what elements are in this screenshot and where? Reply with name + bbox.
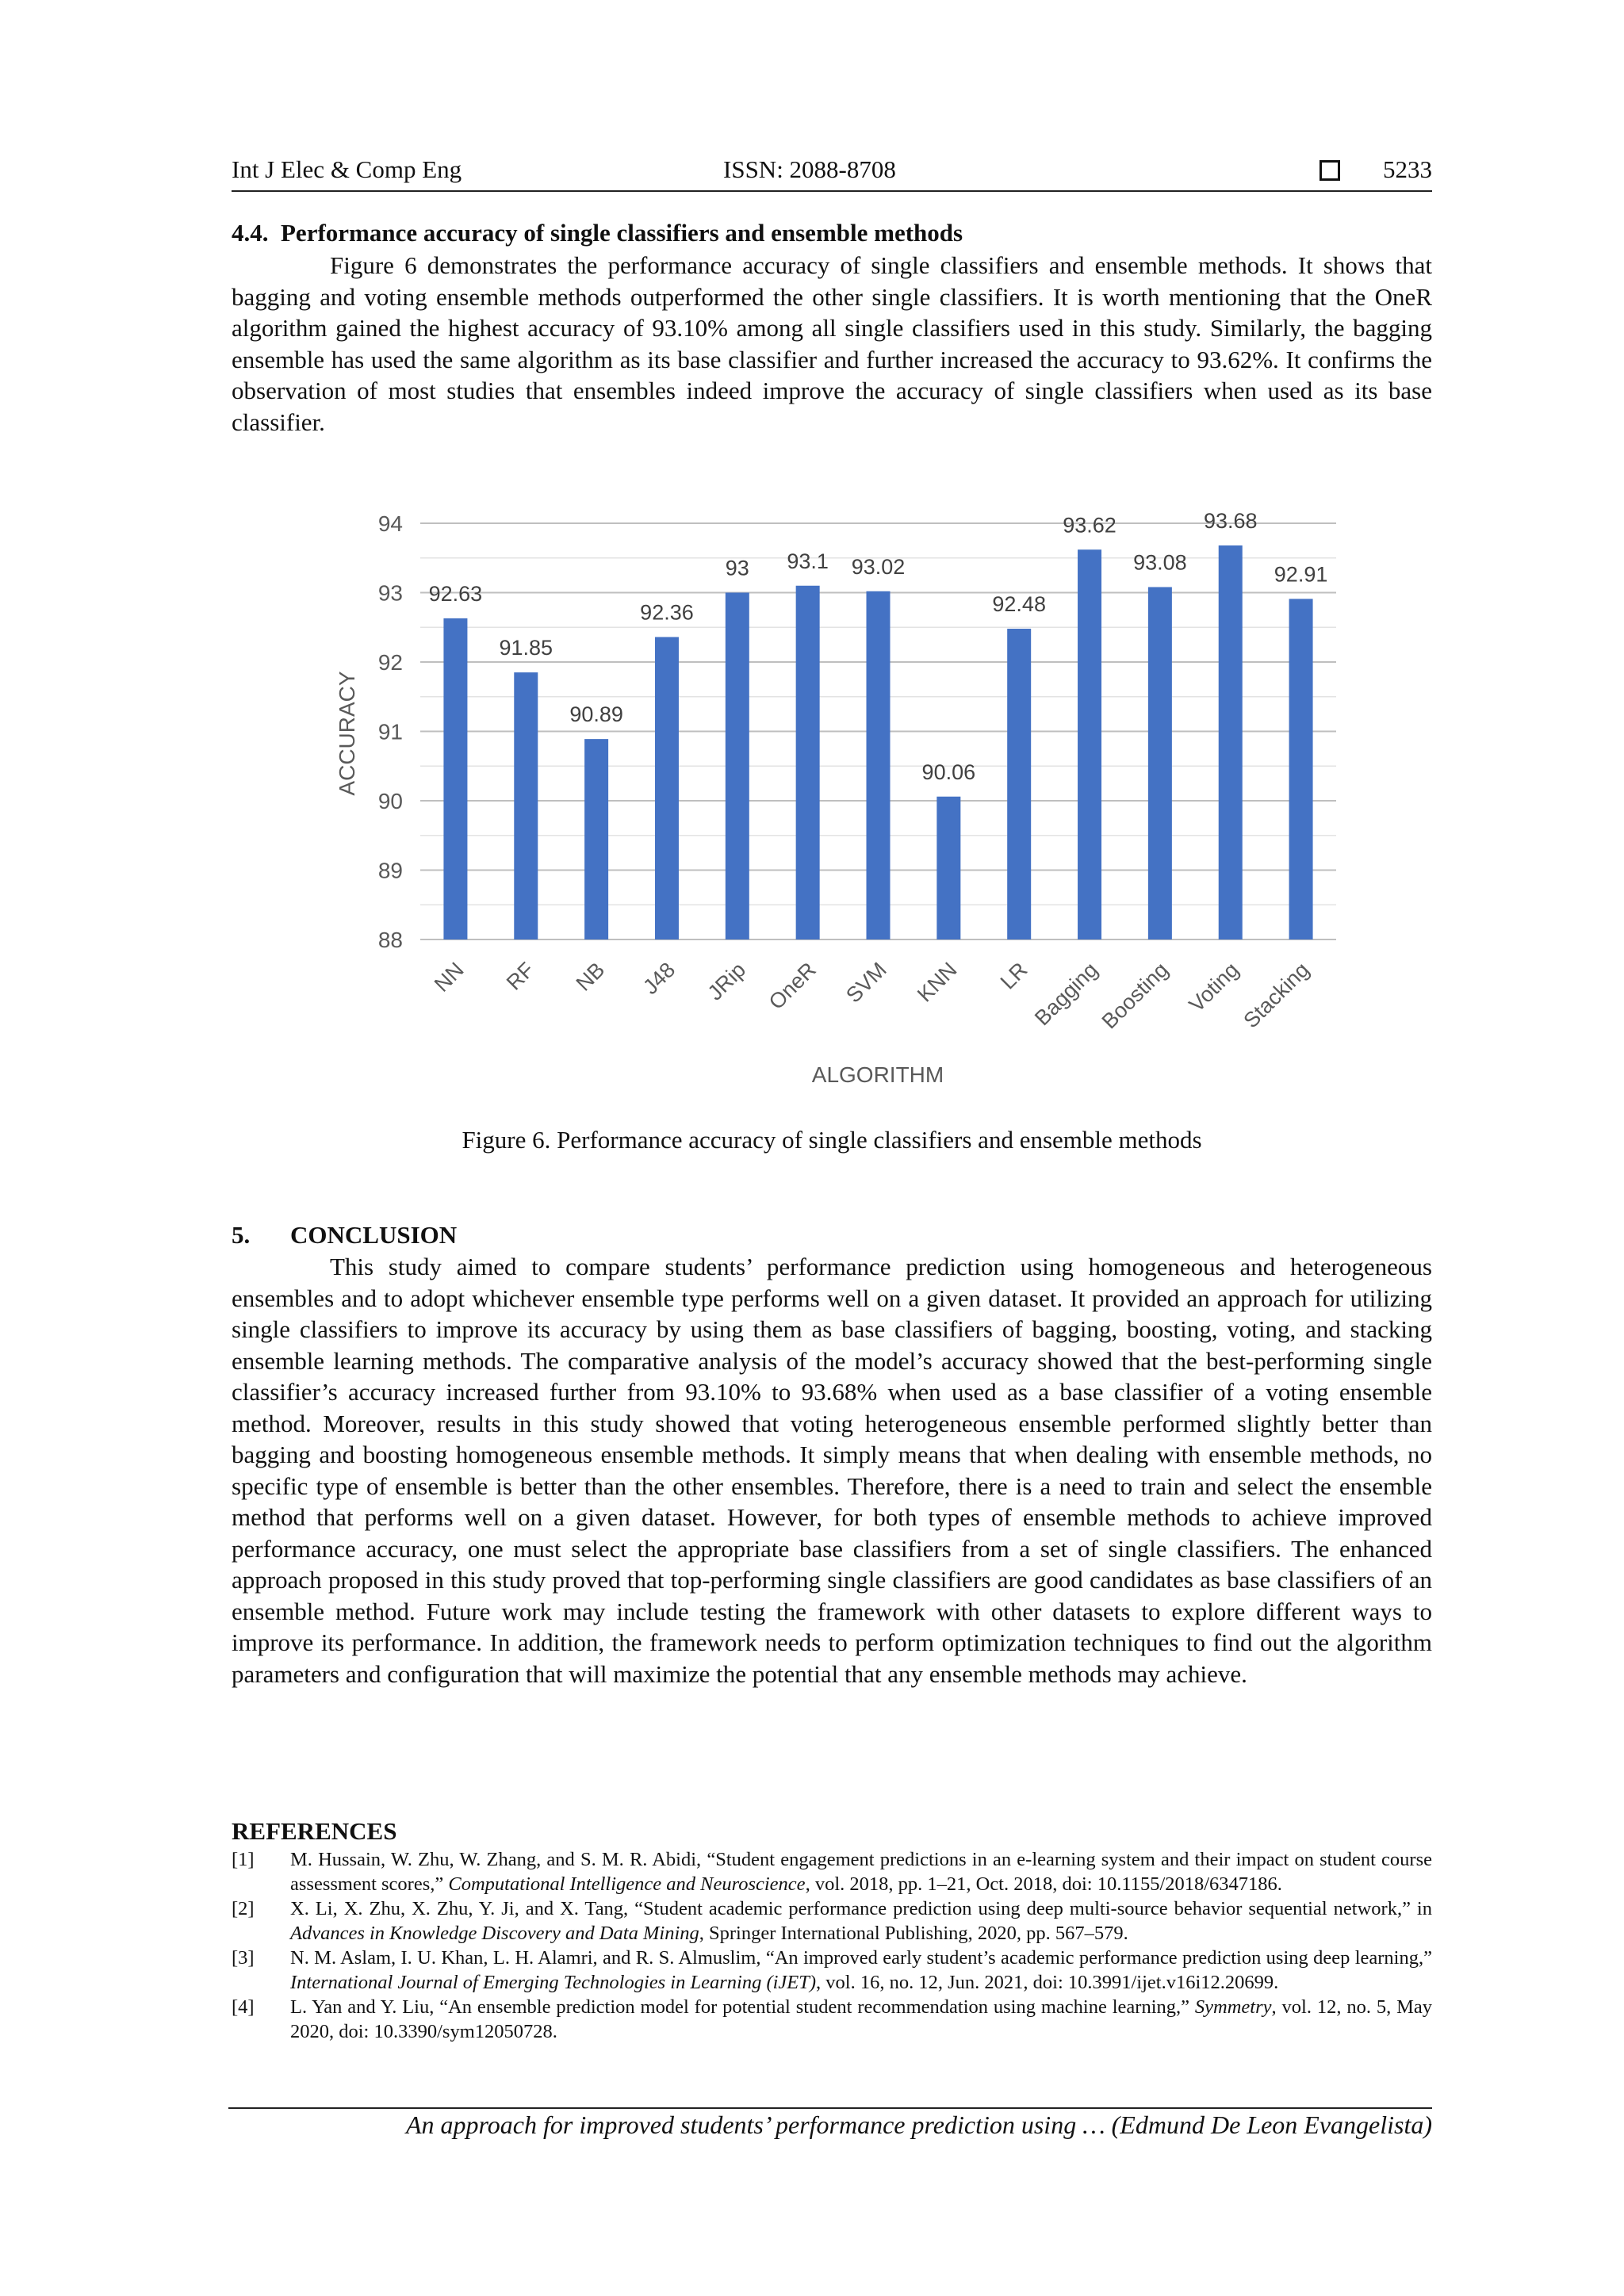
- data-label: 90.89: [569, 702, 623, 727]
- data-label: 92.36: [640, 600, 694, 625]
- x-tick-label: J48: [638, 958, 680, 1000]
- y-tick-label: 89: [377, 858, 403, 883]
- data-label: 93: [725, 556, 749, 580]
- x-tick-label: Stacking: [1239, 958, 1314, 1033]
- bar-svm: [867, 591, 891, 939]
- reference-text: L. Yan and Y. Liu, “An ensemble prediction model for potential student recommendation using machine learning,”: [290, 1996, 1195, 2018]
- bar-j48: [655, 637, 679, 940]
- accuracy-bar-chart: [317, 488, 1364, 1102]
- reference-number: [4]: [232, 1996, 255, 2018]
- x-tick-label: KNN: [913, 958, 962, 1007]
- reference-number: [3]: [232, 1947, 255, 1969]
- reference-number: [1]: [232, 1849, 255, 1870]
- y-tick-label: 93: [377, 580, 403, 606]
- y-tick-label: 90: [377, 789, 403, 813]
- running-header: [232, 155, 1432, 192]
- x-tick-label: NN: [429, 958, 469, 997]
- section-4-4-paragraph: Figure 6 demonstrates the performance accuracy of single classifiers and ensemble methods. It shows that bagging and voting ensemble methods outperformed the other single classifiers. It is worth mentioning that the OneR algorithm gained the highest accuracy of 93.10% among all single classifiers used in this study. Similarly, the bagging ensemble has used the same algorithm as its base classifier and further increased the accuracy to 93.62%. It confirms the observation of most studies that ensembles indeed improve the accuracy of single classifiers when used as its base classifier.: [232, 251, 1432, 436]
- reference-venue: International Journal of Emerging Technologies in Learning (iJET): [290, 1972, 817, 1993]
- reference-venue: Symmetry: [1194, 1996, 1272, 2018]
- bar-boosting: [1148, 587, 1172, 940]
- bar-knn: [936, 797, 960, 939]
- reference-details: , vol. 2018, pp. 1–21, Oct. 2018, doi: 10.1155/2018/6347186.: [805, 1873, 1282, 1895]
- reference-text: N. M. Aslam, I. U. Khan, L. H. Alamri, and R. S. Almuslim, “An improved early student’s academic performance prediction using deep learning,”: [290, 1947, 1432, 1969]
- section-title: CONCLUSION: [290, 1221, 458, 1249]
- checkbox-square-icon: [1320, 160, 1340, 181]
- x-tick-label: Voting: [1184, 958, 1243, 1017]
- y-tick-label: 91: [377, 719, 403, 744]
- data-label: 92.63: [428, 581, 483, 606]
- section-number: 5.: [232, 1221, 251, 1249]
- data-label: 93.1: [787, 549, 829, 573]
- y-axis-label: ACCURACY: [335, 671, 359, 796]
- x-tick-label: SVM: [841, 958, 891, 1008]
- journal-name: Int J Elec & Comp Eng: [232, 155, 462, 183]
- y-tick-label: 94: [377, 511, 403, 536]
- reference-item: [232, 1847, 1432, 1896]
- reference-number: [2]: [232, 1898, 255, 1919]
- bar-rf: [514, 672, 538, 939]
- issn: ISSN: 2088-8708: [723, 155, 896, 183]
- y-tick-label: 88: [377, 928, 403, 952]
- data-label: 93.62: [1063, 513, 1116, 538]
- x-tick-label: Boosting: [1097, 958, 1174, 1034]
- reference-details: , vol. 16, no. 12, Jun. 2021, doi: 10.3991/ijet.v16i12.20699.: [816, 1972, 1279, 1993]
- references-list: [232, 1847, 1432, 2044]
- reference-venue: Advances in Knowledge Discovery and Data Mining: [290, 1923, 699, 1944]
- conclusion-paragraph: This study aimed to compare students’ performance prediction using homogeneous and heterogeneous ensembles and to adopt whichever ensemble type performs well on a given dataset. It provided an approach for utilizing single classifiers to improve its accuracy by using them as base classifiers of bagging, boosting, voting, and stacking ensemble learning methods. The comparative analysis of the model’s accuracy showed that the best-performing single classifier’s accuracy increased further from 93.10% to 93.68% when used as a base classifier of a voting ensemble method. Moreover, results in this study showed that voting heterogeneous ensemble performed slightly better than bagging and boosting homogeneous ensemble methods. It simply means that when dealing with ensemble methods, no specific type of ensemble is better than the other ensembles. Therefore, there is a need to train and select the ensemble method that performs well on a given dataset. However, for both types of ensemble methods to achieve improved performance accuracy, one must select the appropriate base classifiers from a set of single classifiers. The enhanced approach proposed in this study proved that top-performing single classifiers are good candidates as base classifiers of an ensemble method. Future work may include testing the framework with other datasets to explore different ways to improve its performance. In addition, the framework needs to perform optimization techniques to find out the algorithm parameters and configuration that will maximize the potential that any ensemble methods may achieve.: [232, 1253, 1432, 1688]
- reference-details: , vol. 12, no. 5, May 2020, doi: 10.3390/sym12050728.: [290, 1996, 1432, 2042]
- y-tick-label: 92: [377, 650, 403, 675]
- data-label: 92.91: [1274, 562, 1328, 587]
- reference-venue: Computational Intelligence and Neuroscience: [448, 1873, 806, 1895]
- x-tick-label: NB: [571, 958, 610, 996]
- reference-details: , Springer International Publishing, 2020, pp. 567–579.: [699, 1923, 1128, 1944]
- bar-oner: [796, 586, 820, 939]
- data-label: 93.68: [1203, 509, 1258, 533]
- reference-item: [232, 1896, 1432, 1946]
- page-number: 5233: [1383, 155, 1432, 183]
- data-label: 92.48: [992, 592, 1046, 616]
- footer-divider: [228, 2107, 1432, 2109]
- data-label: 93.08: [1133, 550, 1187, 575]
- data-label: 93.02: [851, 554, 906, 579]
- bar-jrip: [726, 593, 749, 940]
- bar-voting: [1219, 545, 1243, 939]
- section-5-heading: [232, 1221, 457, 1249]
- section-number: 4.4.: [232, 219, 269, 247]
- section-title: Performance accuracy of single classifiers and ensemble methods: [281, 219, 963, 247]
- bar-nb: [584, 739, 608, 939]
- reference-item: [232, 1995, 1432, 2044]
- bar-stacking: [1289, 599, 1313, 939]
- x-tick-label: OneR: [764, 958, 821, 1015]
- x-tick-label: LR: [995, 958, 1032, 994]
- bar-nn: [443, 618, 467, 939]
- figure-caption: Figure 6. Performance accuracy of single classifiers and ensemble methods: [462, 1126, 1202, 1154]
- x-tick-label: JRip: [703, 958, 751, 1005]
- data-label: 91.85: [499, 636, 553, 660]
- reference-text: M. Hussain, W. Zhu, W. Zhang, and S. M. R. Abidi, “Student engagement predictions in an e-learning system and their impact on student course assessment scores,”: [290, 1849, 1432, 1895]
- x-axis-label: ALGORITHM: [811, 1062, 944, 1087]
- x-tick-label: Bagging: [1029, 958, 1103, 1031]
- bar-lr: [1007, 629, 1031, 939]
- references-heading: REFERENCES: [232, 1817, 397, 1845]
- data-label: 90.06: [921, 760, 976, 784]
- running-footer: An approach for improved students’ performance prediction using … (Edmund De Leon Evangelista): [405, 2110, 1432, 2139]
- reference-text: X. Li, X. Zhu, X. Zhu, Y. Ji, and X. Tang, “Student academic performance prediction using deep multi-source behavior sequential network,” in: [290, 1898, 1432, 1919]
- bar-bagging: [1078, 549, 1101, 939]
- section-4-4-heading: [232, 219, 963, 247]
- reference-item: [232, 1946, 1432, 1995]
- x-tick-label: RF: [501, 958, 539, 995]
